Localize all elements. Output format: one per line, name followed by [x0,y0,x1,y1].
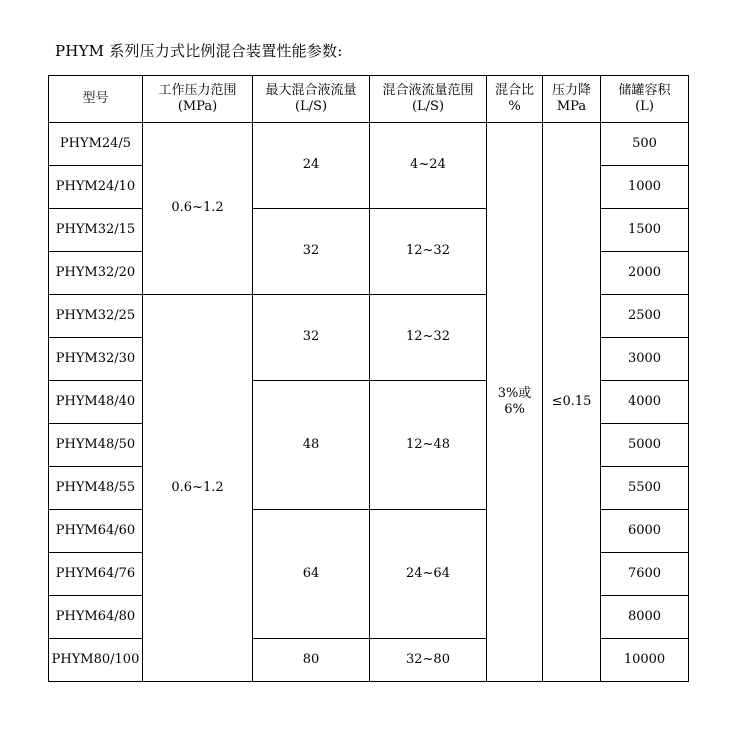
pressure-range-cell: 0.6~1.2 [143,123,253,295]
model-cell: PHYM48/55 [49,467,143,510]
max-flow-cell: 80 [253,639,370,682]
table-row [49,123,689,166]
max-flow-cell: 32 [253,209,370,295]
model-cell: PHYM64/80 [49,596,143,639]
model-cell: PHYM48/40 [49,381,143,424]
model-cell: PHYM48/50 [49,424,143,467]
header-model: 型号 [49,76,143,123]
model-cell: PHYM64/60 [49,510,143,553]
model-cell: PHYM24/10 [49,166,143,209]
flow-range-cell: 12~32 [370,209,487,295]
flow-range-cell: 12~48 [370,381,487,510]
capacity-cell: 7600 [601,553,689,596]
capacity-cell: 4000 [601,381,689,424]
max-flow-cell: 24 [253,123,370,209]
document-title: PHYM 系列压力式比例混合装置性能参数: [55,42,343,60]
capacity-cell: 500 [601,123,689,166]
header-pressure-drop: 压力降 MPa [543,76,601,123]
flow-range-cell: 24~64 [370,510,487,639]
flow-range-cell: 32~80 [370,639,487,682]
header-mix-ratio: 混合比 % [487,76,543,123]
capacity-cell: 5500 [601,467,689,510]
max-flow-cell: 48 [253,381,370,510]
flow-range-cell: 12~32 [370,295,487,381]
model-cell: PHYM24/5 [49,123,143,166]
model-cell: PHYM80/100 [49,639,143,682]
header-tank-capacity: 储罐容积 (L) [601,76,689,123]
capacity-cell: 2000 [601,252,689,295]
max-flow-cell: 32 [253,295,370,381]
capacity-cell: 2500 [601,295,689,338]
flow-range-cell: 4~24 [370,123,487,209]
capacity-cell: 8000 [601,596,689,639]
capacity-cell: 6000 [601,510,689,553]
model-cell: PHYM32/25 [49,295,143,338]
capacity-cell: 10000 [601,639,689,682]
capacity-cell: 5000 [601,424,689,467]
model-cell: PHYM64/76 [49,553,143,596]
header-flow-range: 混合液流量范围 (L/S) [370,76,487,123]
pressure-drop-cell: ≤0.15 [543,123,601,682]
header-max-flow: 最大混合液流量 (L/S) [253,76,370,123]
capacity-cell: 1500 [601,209,689,252]
max-flow-cell: 64 [253,510,370,639]
mix-ratio-cell: 3%或 6% [487,123,543,682]
capacity-cell: 3000 [601,338,689,381]
model-cell: PHYM32/30 [49,338,143,381]
model-cell: PHYM32/20 [49,252,143,295]
header-row [49,76,689,123]
capacity-cell: 1000 [601,166,689,209]
pressure-range-cell: 0.6~1.2 [143,295,253,682]
header-pressure-range: 工作压力范围 (MPa) [143,76,253,123]
performance-table [48,75,689,682]
model-cell: PHYM32/15 [49,209,143,252]
